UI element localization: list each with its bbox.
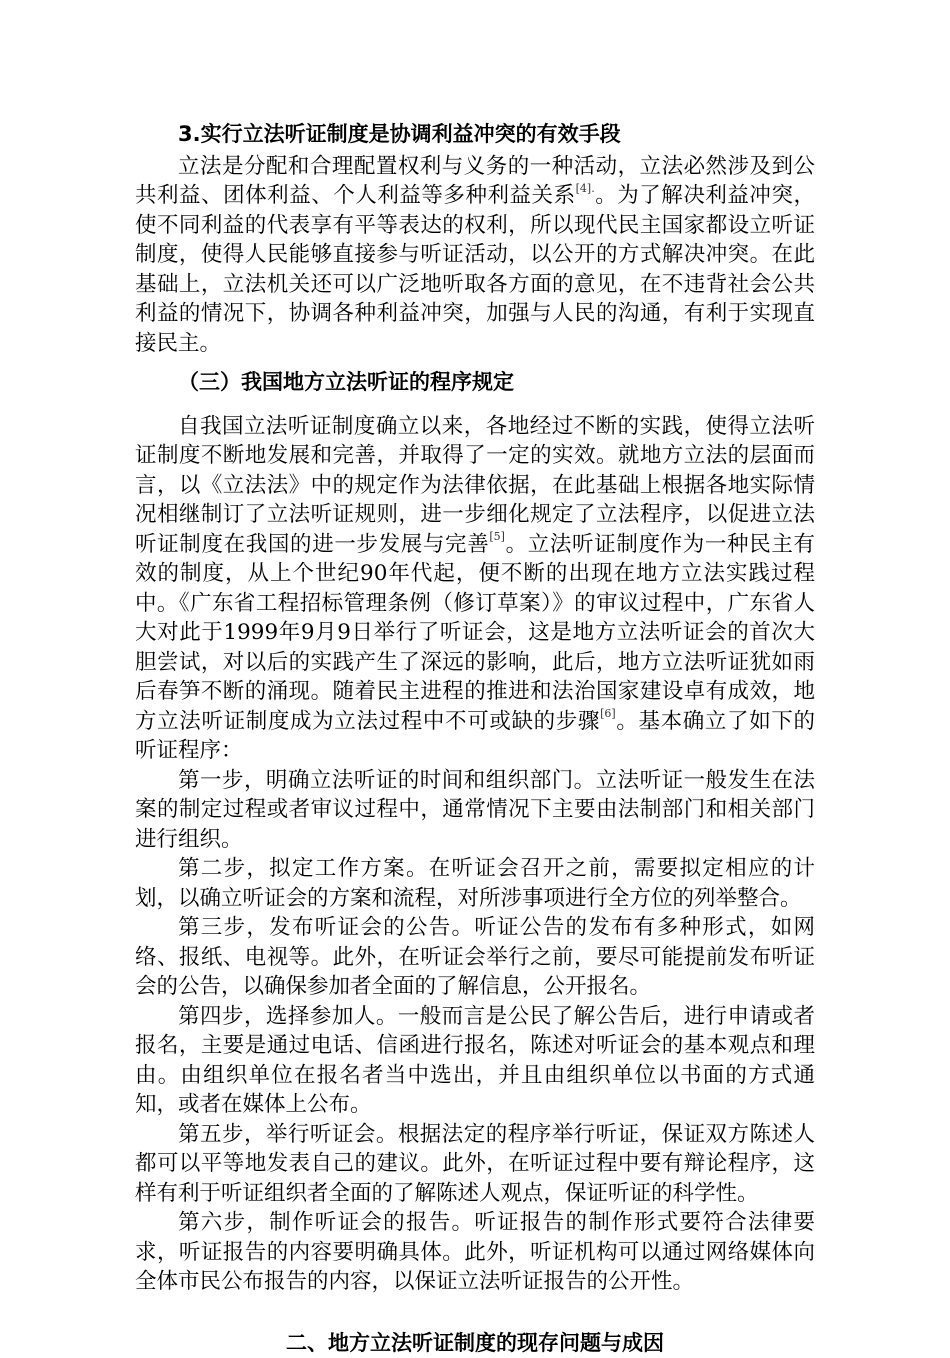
paragraph-local-hearings: [135, 412, 815, 766]
document-body: [135, 120, 815, 1358]
paragraph-legislative-interests: [135, 152, 815, 359]
step-paragraph: 第五步，举行听证会。根据法定的程序举行听证，保证双方陈述人都可以平等地发表自己的建议。此外，在听证过程中要有辩论程序，这样有利于听证组织者全面的了解陈述人观点，保证听证的科学性。: [135, 1120, 815, 1209]
step-paragraph: 第一步，明确立法听证的时间和组织部门。立法听证一般发生在法案的制定过程或者审议过程中，通常情况下主要由法制部门和相关部门进行组织。: [135, 766, 815, 855]
citation-ref: [5]: [489, 530, 505, 543]
paragraph-text: 立法是分配和合理配置权利与义务的一种活动，立法必然涉及到公共利益、团体利益、个人利益等多种利益关系: [135, 154, 815, 209]
step-paragraph: 第二步，拟定工作方案。在听证会召开之前，需要拟定相应的计划，以确立听证会的方案和流程，对所涉事项进行全方位的列举整合。: [135, 854, 815, 913]
citation-ref: [6]: [600, 707, 616, 720]
step-paragraph: 第四步，选择参加人。一般而言是公民了解公告后，进行申请或者报名，主要是通过电话、信函进行报名，陈述对听证会的基本观点和理由。由组织单位在报名者当中选出，并且由组织单位以书面的方式通知，或者在媒体上公布。: [135, 1002, 815, 1120]
step-paragraph: 第六步，制作听证会的报告。听证报告的制作形式要符合法律要求，听证报告的内容要明确具体。此外，听证机构可以通过网络媒体向全体市民公布报告的内容，以保证立法听证报告的公开性。: [135, 1208, 815, 1297]
section-heading: （三）我国地方立法听证的程序规定: [135, 368, 815, 398]
paragraph-text: 。基本确立了如下的听证程序：: [135, 709, 815, 764]
chapter-heading: 二、地方立法听证制度的现存问题与成因: [135, 1329, 815, 1358]
paragraph-text: 。立法听证制度作为一种民主有效的制度，从上个世纪90年代起，便不断的出现在地方立法实践过程中。《广东省工程招标管理条例（修订草案）》的审议过程中，广东省人大对此于1999年9月9日举行了听证会，这是地方立法听证会的首次大胆尝试，对以后的实践产生了深远的影响，此后，地方立法听证犹如雨后春笋不断的涌现。随着民主进程的推进和法治国家建设卓有成效，地方立法听证制度成为立法过程中不可或缺的步骤: [135, 532, 815, 734]
step-paragraph: 第三步，发布听证会的公告。听证公告的发布有多种形式，如网络、报纸、电视等。此外，在听证会举行之前，要尽可能提前发布听证会的公告，以确保参加者全面的了解信息，公开报名。: [135, 913, 815, 1002]
citation-ref: [4].: [576, 182, 595, 195]
paragraph-text: 。为了解决利益冲突，使不同利益的代表享有平等表达的权利，所以现代民主国家都设立听证制度，使得人民能够直接参与听证活动，以公开的方式解决冲突。在此基础上，立法机关还可以广泛地听取各方面的意见，在不违背社会公共利益的情况下，协调各种利益冲突，加强与人民的沟通，有利于实现直接民主。: [135, 183, 815, 356]
subsection-heading: 3.实行立法听证制度是协调利益冲突的有效手段: [135, 120, 815, 150]
paragraph-text: 自我国立法听证制度确立以来，各地经过不断的实践，使得立法听证制度不断地发展和完善，并取得了一定的实效。就地方立法的层面而言，以《立法法》中的规定作为法律依据，在此基础上根据各地实际情况相继制订了立法听证规则，进一步细化规定了立法程序，以促进立法听证制度在我国的进一步发展与完善: [135, 414, 815, 557]
